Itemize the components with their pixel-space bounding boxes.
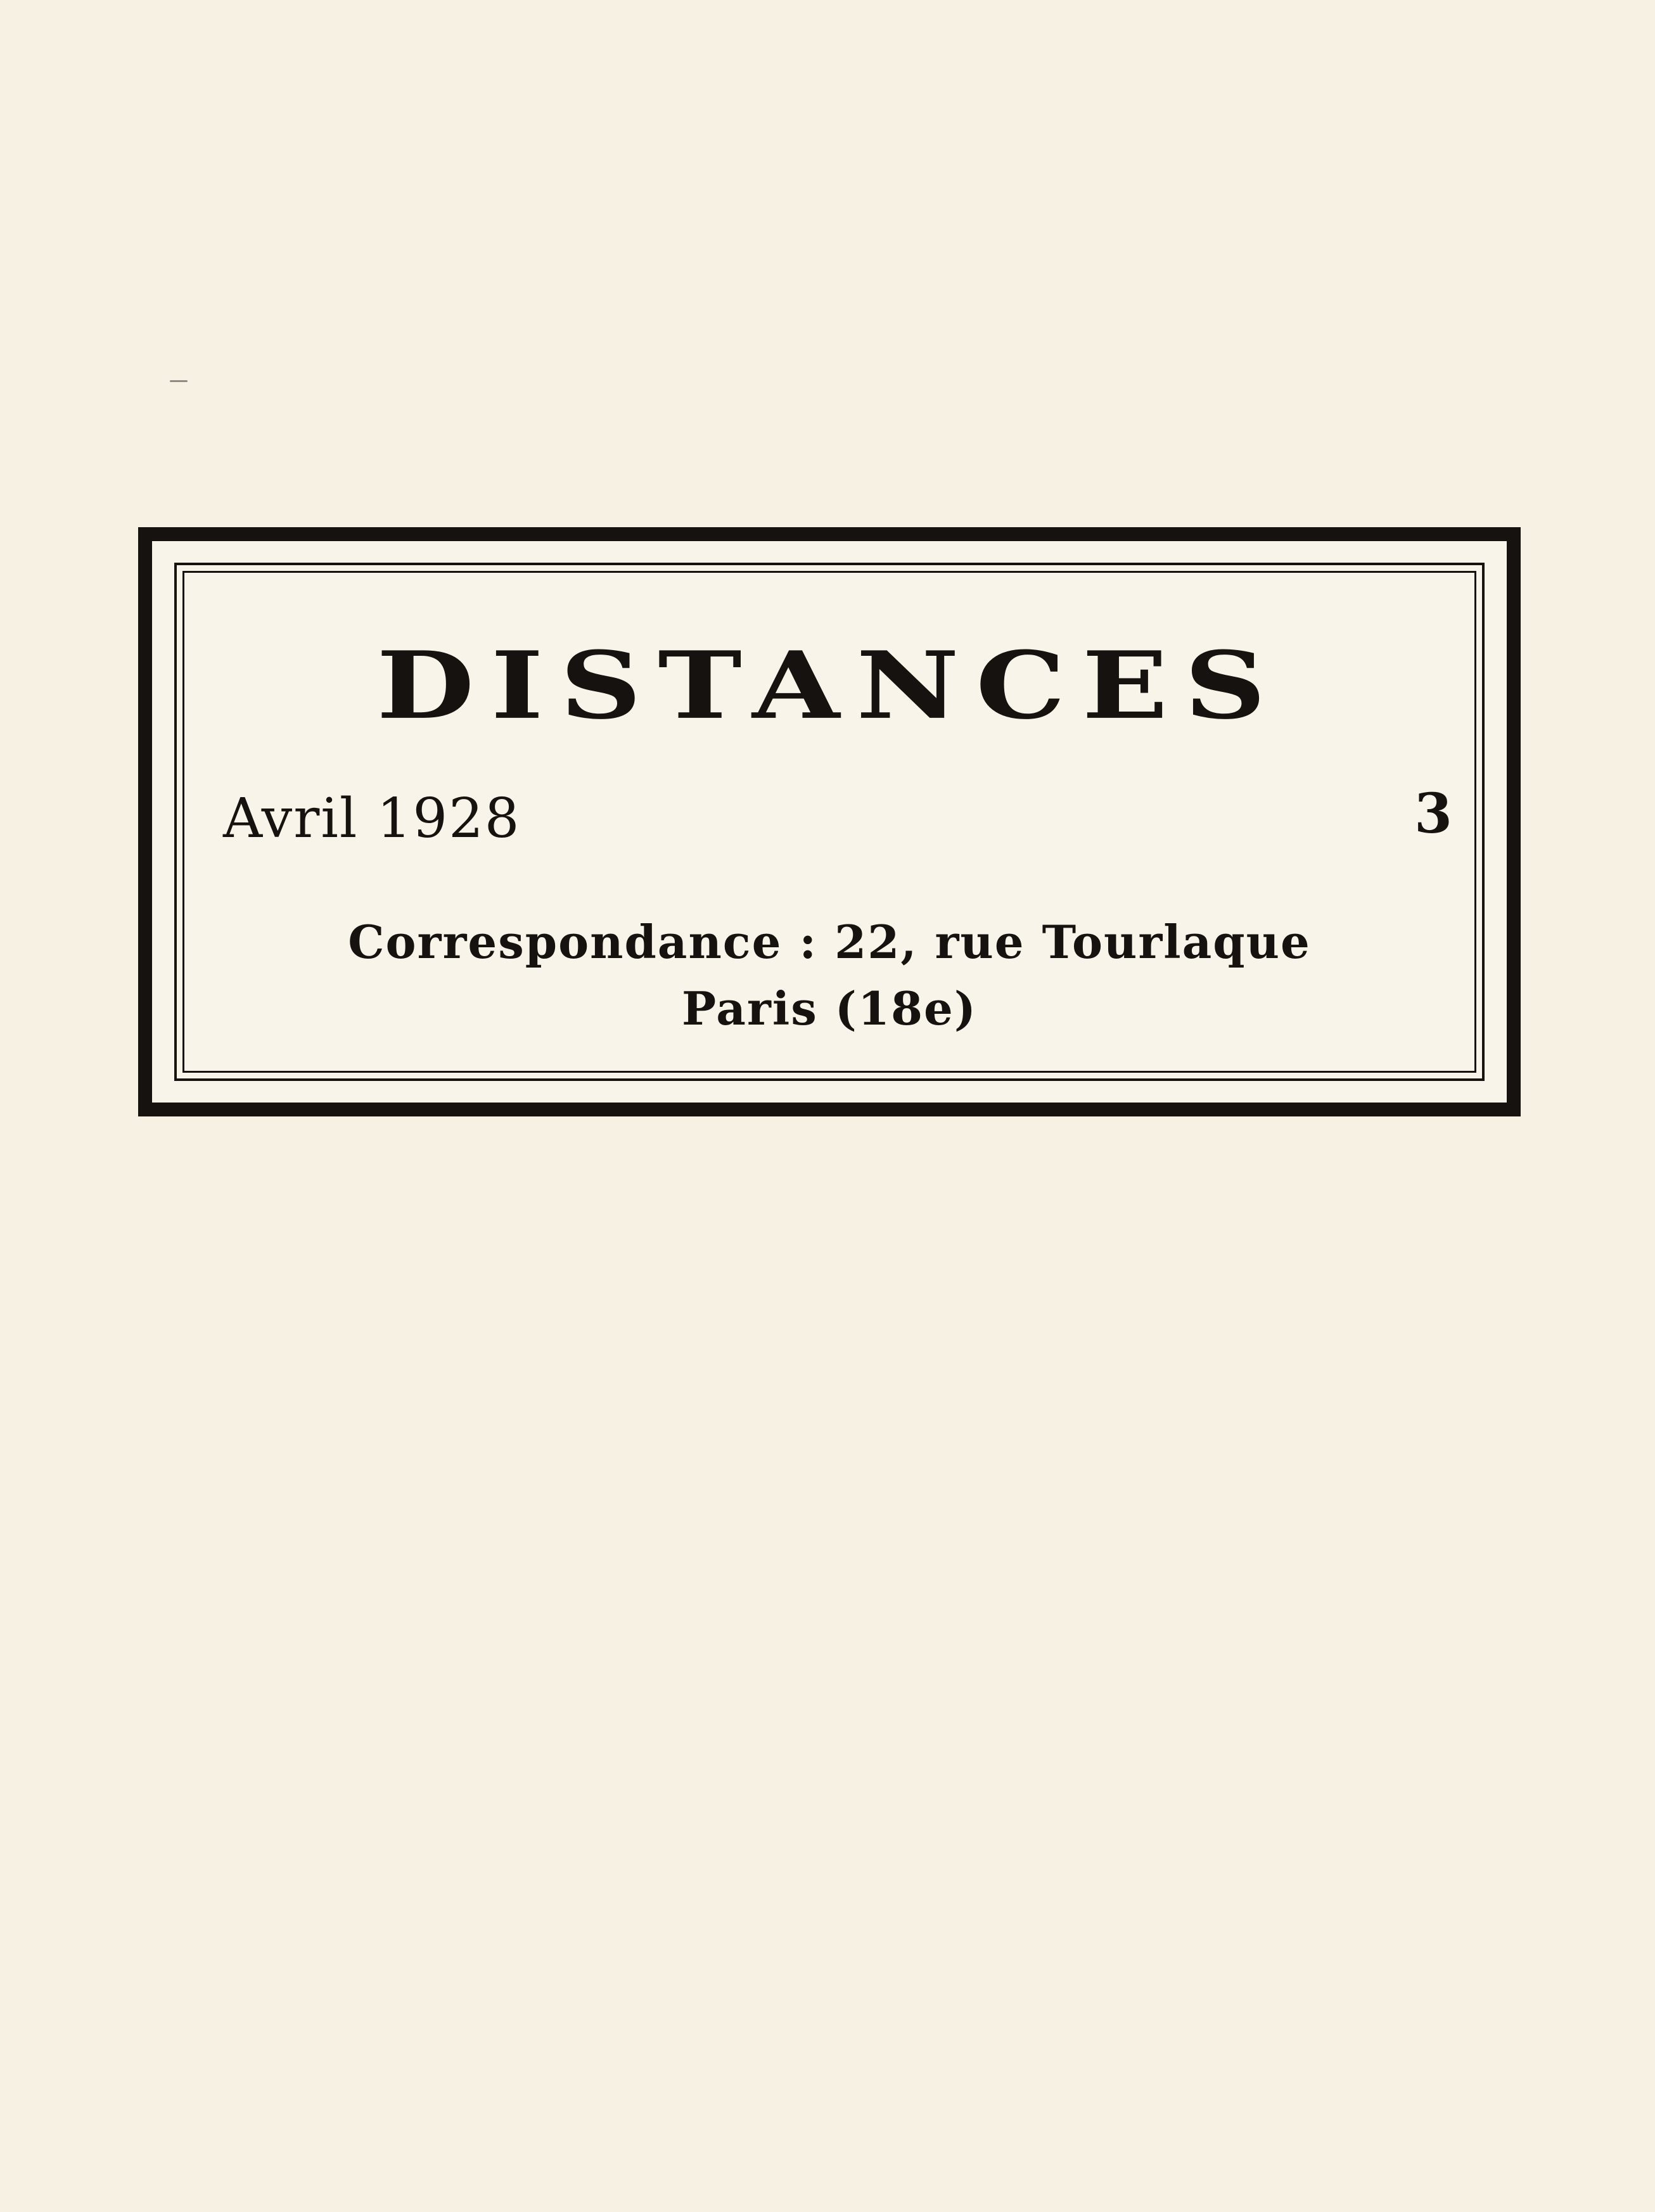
masthead-frame: [138, 527, 1521, 1116]
correspondence-address: Correspondance : 22, rue Tourlaque: [348, 915, 1311, 969]
issue-date: Avril 1928: [223, 787, 521, 850]
issue-number: 3: [1414, 782, 1452, 846]
journal-title: DISTANCES: [376, 630, 1282, 740]
correspondence-city: Paris (18e): [682, 981, 977, 1035]
stray-ink-mark: [170, 380, 188, 382]
